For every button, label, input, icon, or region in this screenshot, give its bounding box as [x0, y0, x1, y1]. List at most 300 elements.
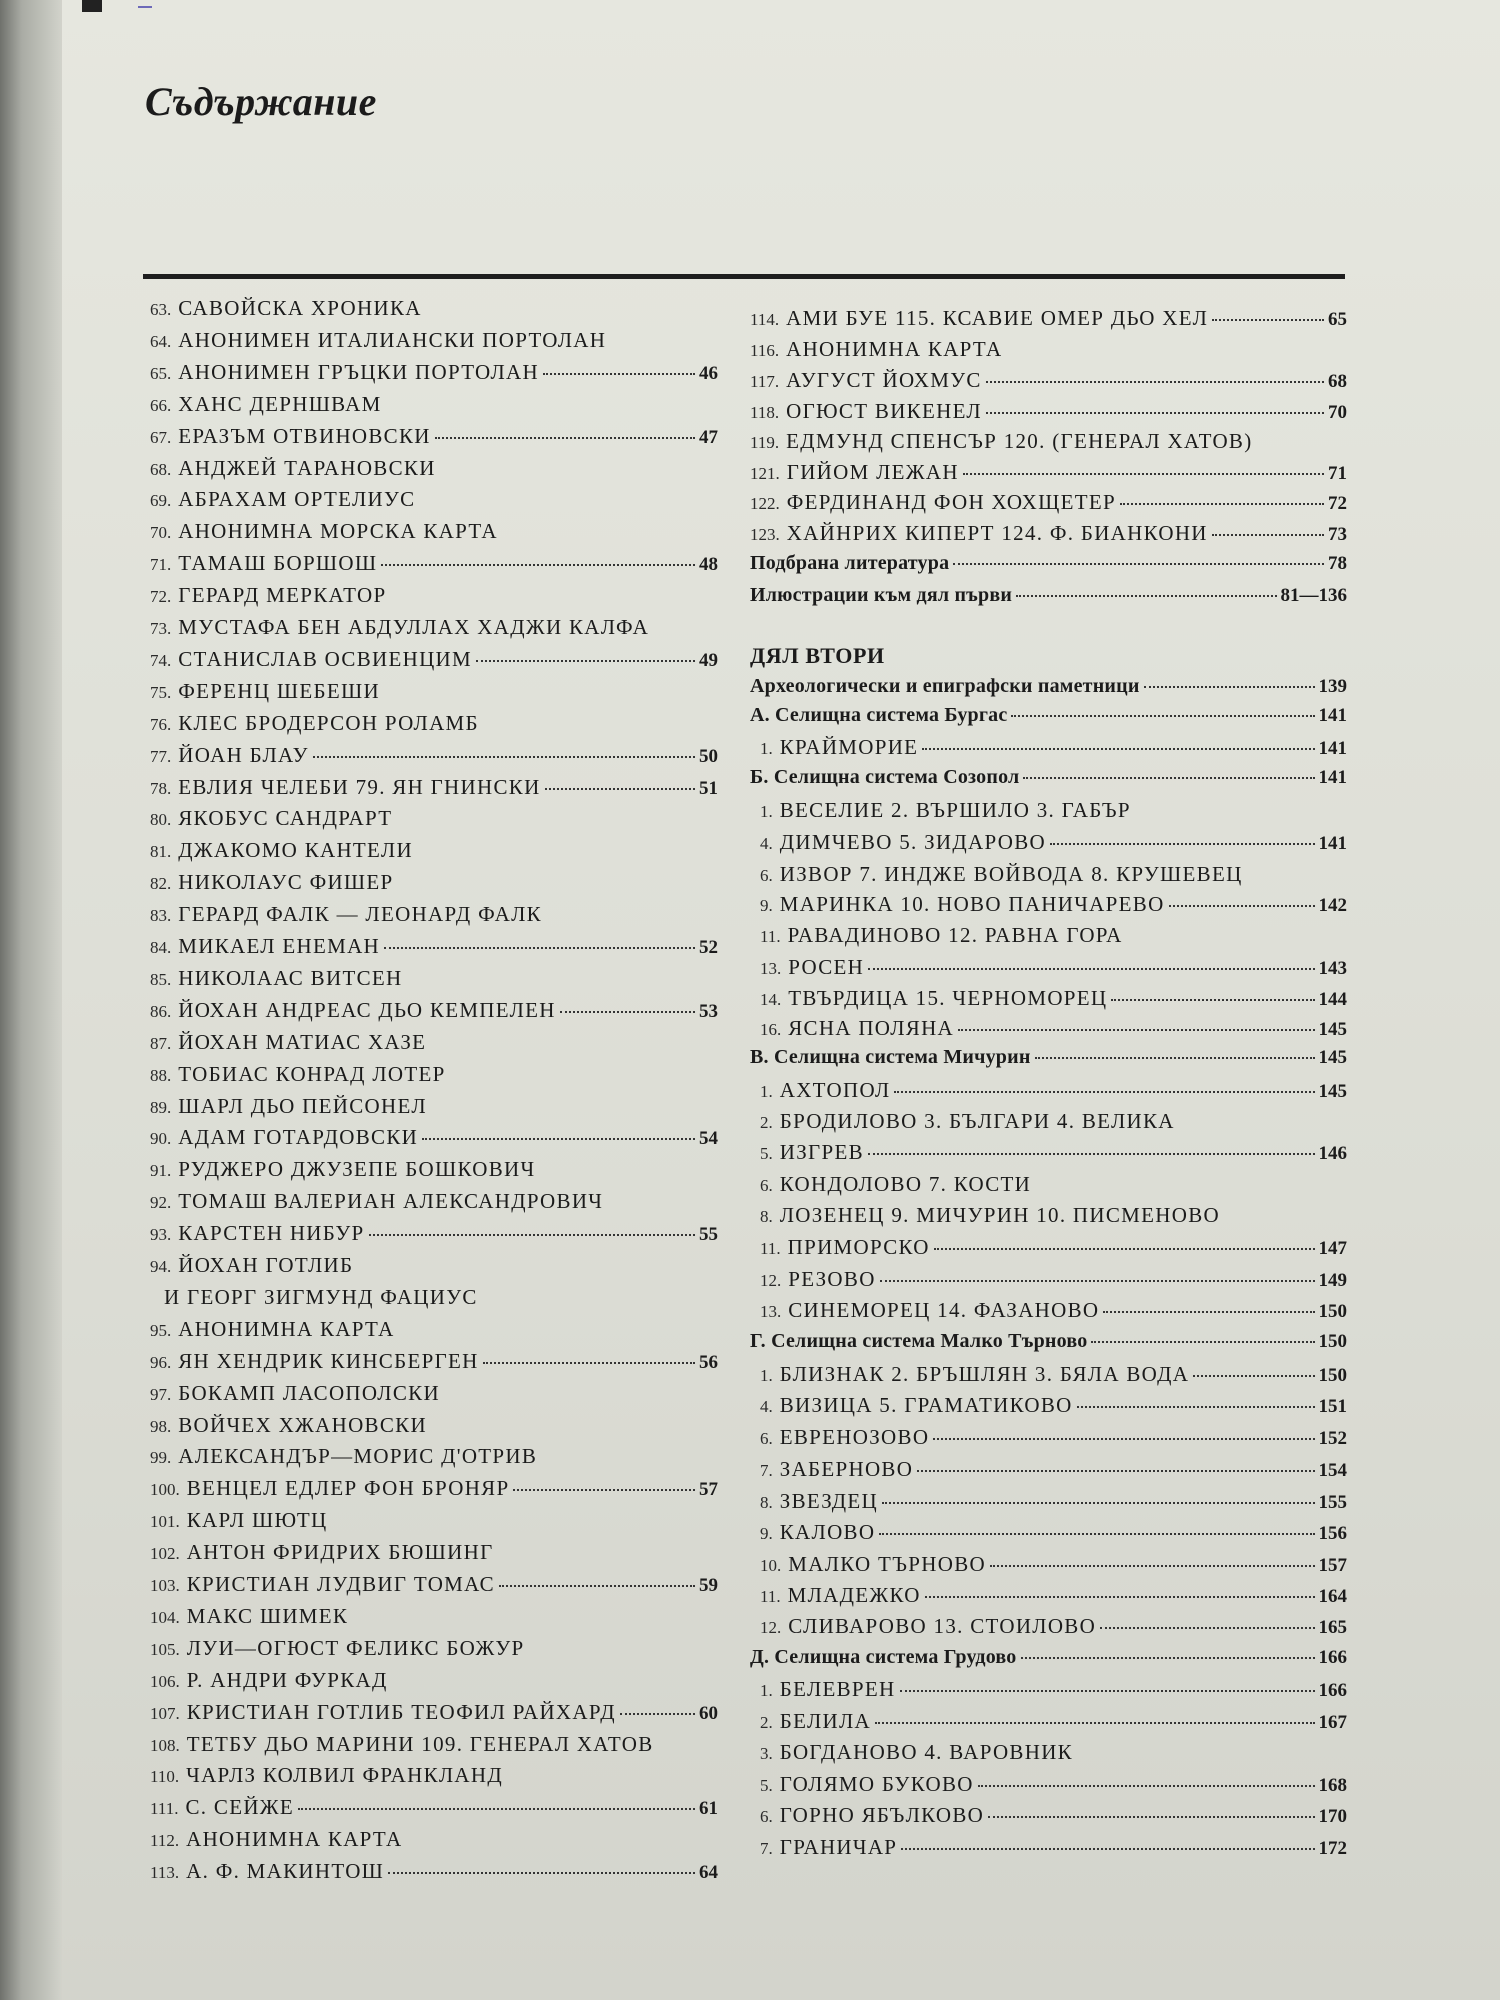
- entry-number: 123.: [750, 525, 780, 544]
- page-number: 53: [699, 1000, 718, 1022]
- toc-entry: [150, 392, 718, 420]
- dot-leader: [875, 1722, 1315, 1724]
- book-spine-shadow: [0, 0, 62, 2000]
- entry-title: ЗВЕЗДЕЦ: [779, 1489, 879, 1513]
- entry-number: 114.: [750, 310, 780, 329]
- entry-number: 96.: [150, 1352, 172, 1372]
- entry-title: ЙОАН БЛАУ: [178, 742, 309, 767]
- entry-number: 6.: [760, 1429, 773, 1448]
- entry-title: ГРАНИЧАР: [779, 1835, 898, 1859]
- toc-entry: [750, 1425, 1347, 1453]
- page-number: 145: [1318, 1047, 1347, 1068]
- entry-title: ФЕРЕНЦ ШЕБЕШИ: [178, 678, 380, 703]
- page-number: 150: [1318, 1365, 1347, 1386]
- entry-number: 7.: [760, 1461, 773, 1480]
- page-number: 54: [699, 1128, 718, 1150]
- dot-leader: [422, 1138, 695, 1140]
- toc-entry: [150, 870, 718, 898]
- toc-entry: [150, 1094, 718, 1122]
- entry-number: 83.: [150, 906, 172, 926]
- page-number: 48: [699, 554, 718, 576]
- page-title: Съдържание: [145, 79, 377, 124]
- toc-entry: [750, 1016, 1347, 1044]
- dot-leader: [894, 1091, 1314, 1093]
- entry-number: 103.: [150, 1576, 180, 1595]
- entry-number: 80.: [150, 810, 172, 830]
- entry-title: АНТОН ФРИДРИХ БЮШИНГ: [186, 1540, 494, 1565]
- page-number: 166: [1318, 1680, 1347, 1701]
- entry-title: ЗАБЕРНОВО: [779, 1457, 914, 1481]
- page-number: 46: [699, 362, 718, 384]
- entry-number: 73.: [150, 619, 172, 638]
- page-number: 150: [1318, 1331, 1347, 1352]
- entry-number: 66.: [150, 395, 172, 415]
- entry-title: ГИЙОМ ЛЕЖАН: [786, 460, 959, 484]
- toc-entry: [150, 1636, 718, 1664]
- toc-entry: [750, 862, 1347, 890]
- entry-title: БОГДАНОВО 4. ВАРОВНИК: [779, 1740, 1073, 1764]
- toc-entry: [150, 1030, 718, 1058]
- entry-number: 4.: [760, 834, 773, 853]
- page-number: 64: [699, 1862, 718, 1884]
- entry-number: 88.: [150, 1065, 172, 1085]
- toc-entry: [150, 902, 718, 930]
- dot-leader: [1111, 999, 1314, 1001]
- toc-entry: [150, 551, 718, 579]
- entry-title: БЛИЗНАК 2. БРЪШЛЯН 3. БЯЛА ВОДА: [779, 1362, 1190, 1386]
- toc-entry: [150, 615, 718, 643]
- entry-title: ВИЗИЦА 5. ГРАМАТИКОВО: [779, 1393, 1073, 1417]
- dot-leader: [1021, 1657, 1315, 1659]
- entry-title: МЛАДЕЖКО: [787, 1583, 921, 1607]
- entry-number: 99.: [150, 1448, 172, 1468]
- toc-entry: [750, 798, 1347, 826]
- toc-entry: [750, 1740, 1347, 1768]
- entry-title: ИЗВОР 7. ИНДЖЕ ВОЙВОДА 8. КРУШЕВЕЦ: [779, 862, 1243, 886]
- toc-entry: [750, 1803, 1347, 1831]
- entry-number: 76.: [150, 714, 172, 734]
- entry-number: 9.: [760, 1524, 773, 1543]
- dot-leader: [543, 373, 695, 375]
- entry-number: 1.: [760, 1681, 773, 1700]
- entry-title: ЯСНА ПОЛЯНА: [788, 1016, 955, 1040]
- dot-leader: [1169, 905, 1315, 907]
- entry-title: ТЕТБУ ДЬО МАРИНИ 109. ГЕНЕРАЛ ХАТОВ: [186, 1731, 654, 1756]
- toc-entry: [150, 647, 718, 675]
- entry-number: 72.: [150, 587, 172, 607]
- dot-leader: [499, 1585, 695, 1587]
- dot-leader: [933, 1438, 1314, 1440]
- toc-entry: [150, 456, 718, 484]
- toc-entry: [150, 679, 718, 707]
- entry-number: 74.: [150, 650, 172, 670]
- toc-entry: [750, 429, 1347, 457]
- toc-entry: [750, 923, 1347, 951]
- toc-entry: [150, 583, 718, 611]
- entry-title: КРИСТИАН ГОТЛИБ ТЕОФИЛ РАЙХАРД: [186, 1699, 616, 1724]
- entry-number: 9.: [760, 896, 773, 915]
- entry-title: ВОЙЧЕХ ХЖАНОВСКИ: [178, 1412, 427, 1437]
- toc-entry: [150, 1317, 718, 1345]
- toc-entry: [750, 1835, 1347, 1863]
- page-number: 147: [1318, 1238, 1347, 1259]
- toc-entry: [150, 1604, 718, 1632]
- dot-leader: [1023, 777, 1314, 779]
- entry-title: А. Селищна система Бургас: [750, 704, 1008, 726]
- entry-number: 100.: [150, 1480, 180, 1500]
- dot-leader: [925, 1596, 1315, 1598]
- toc-entry: [750, 1552, 1347, 1580]
- page-number: 143: [1318, 958, 1347, 979]
- entry-number: 112.: [150, 1831, 180, 1851]
- entry-number: 107.: [150, 1703, 180, 1723]
- toc-entry: [150, 1285, 718, 1313]
- entry-title: ЛУИ—ОГЮСТ ФЕЛИКС БОЖУР: [186, 1635, 525, 1660]
- page-number: 145: [1318, 1081, 1347, 1102]
- toc-entry: [750, 1362, 1347, 1390]
- entry-title: АНОНИМЕН ГРЪЦКИ ПОРТОЛАН: [178, 359, 539, 384]
- entry-title: ВЕНЦЕЛ ЕДЛЕР ФОН БРОНЯР: [186, 1476, 510, 1501]
- entry-number: 10.: [760, 1556, 782, 1575]
- dot-leader: [922, 748, 1314, 750]
- toc-entry: [750, 1583, 1347, 1611]
- entry-number: 12.: [760, 1618, 782, 1637]
- dot-leader: [1091, 1341, 1314, 1343]
- page-number: 144: [1318, 989, 1347, 1010]
- entry-number: 94.: [150, 1257, 172, 1276]
- dot-leader: [963, 473, 1324, 475]
- toc-entry: [150, 1763, 718, 1791]
- entry-title: Г. Селищна система Малко Търново: [750, 1330, 1088, 1352]
- page-number: 68: [1328, 371, 1347, 392]
- entry-number: 91.: [150, 1161, 172, 1181]
- toc-entry: [150, 328, 718, 356]
- dot-leader: [879, 1533, 1314, 1535]
- entry-number: 12.: [760, 1271, 782, 1290]
- toc-entry: [750, 460, 1347, 488]
- toc-entry: [150, 1413, 718, 1441]
- entry-number: 118.: [750, 403, 780, 422]
- entry-number: 13.: [760, 1302, 782, 1321]
- toc-entry: [150, 1508, 718, 1536]
- entry-number: 106.: [150, 1671, 180, 1691]
- dot-leader: [958, 1029, 1314, 1031]
- page-number: 168: [1318, 1775, 1347, 1796]
- toc-entry: [150, 1253, 718, 1281]
- entry-title: СТАНИСЛАВ ОСВИЕНЦИМ: [178, 646, 472, 671]
- entry-number: 81.: [150, 842, 172, 862]
- page-number: 81—136: [1280, 585, 1347, 606]
- dot-leader: [1193, 1375, 1314, 1377]
- toc-entry: [150, 1795, 718, 1823]
- entry-title: БЕЛИЛА: [779, 1709, 871, 1733]
- toc-entry: [150, 1572, 718, 1600]
- dot-leader: [978, 1785, 1315, 1787]
- corner-mark: [82, 0, 152, 12]
- toc-entry: [150, 1221, 718, 1249]
- toc-entry: [150, 1157, 718, 1185]
- toc-entry: [750, 675, 1347, 703]
- toc-entry: [150, 519, 718, 547]
- entry-title: АХТОПОЛ: [779, 1078, 891, 1102]
- entry-title: КРИСТИАН ЛУДВИГ ТОМАС: [186, 1572, 495, 1596]
- entry-number: 14.: [760, 990, 782, 1009]
- entry-number: 121.: [750, 464, 780, 483]
- entry-number: 102.: [150, 1544, 180, 1564]
- dot-leader: [880, 1280, 1315, 1282]
- page-number: 141: [1318, 705, 1347, 726]
- toc-entry: [150, 360, 718, 388]
- entry-number: 75.: [150, 682, 172, 702]
- corner-pen-mark: [138, 0, 152, 8]
- toc-entry: [750, 1203, 1347, 1231]
- toc-entry: [150, 1827, 718, 1855]
- entry-title: ЕРАЗЪМ ОТВИНОВСКИ: [178, 423, 431, 448]
- entry-title: ВЕСЕЛИЕ 2. ВЪРШИЛО 3. ГАБЪР: [779, 798, 1131, 822]
- entry-title: БОКАМП ЛАСОПОЛСКИ: [178, 1380, 440, 1405]
- entry-title: НИКОЛАУС ФИШЕР: [178, 870, 394, 895]
- entry-title: ЕДМУНД СПЕНСЪР 120. (ГЕНЕРАЛ ХАТОВ): [786, 429, 1253, 453]
- entry-number: 122.: [750, 494, 780, 513]
- page-number: 170: [1318, 1806, 1347, 1827]
- toc-entry: [150, 1700, 718, 1728]
- entry-title: АМИ БУЕ 115. КСАВИЕ ОМЕР ДЬО ХЕЛ: [786, 306, 1209, 330]
- toc-entry: [750, 1520, 1347, 1548]
- entry-number: 116.: [750, 341, 780, 360]
- dot-leader: [384, 947, 695, 949]
- dot-leader: [1011, 715, 1314, 717]
- entry-number: 84.: [150, 938, 172, 957]
- page-number: 165: [1318, 1617, 1347, 1638]
- entry-number: 65.: [150, 363, 172, 383]
- entry-number: 6.: [760, 866, 773, 885]
- entry-title: И ГЕОРГ ЗИГМУНД ФАЦИУС: [164, 1284, 478, 1309]
- entry-title: АДАМ ГОТАРДОВСКИ: [178, 1125, 419, 1150]
- page-number: 145: [1318, 1019, 1347, 1040]
- entry-title: ЙОХАН ГОТЛИБ: [178, 1253, 354, 1277]
- entry-title: ТОМАШ ВАЛЕРИАН АЛЕКСАНДРОВИЧ: [178, 1189, 604, 1214]
- entry-number: 117.: [750, 372, 780, 391]
- entry-title: КОНДОЛОВО 7. КОСТИ: [779, 1172, 1032, 1196]
- dot-leader: [620, 1713, 695, 1715]
- dot-leader: [934, 1248, 1315, 1250]
- entry-title: Подбрана литература: [750, 552, 950, 574]
- toc-entry: [150, 1125, 718, 1153]
- page-number: 141: [1318, 767, 1347, 788]
- title-rule: [143, 274, 1345, 279]
- entry-number: 1.: [760, 1366, 773, 1385]
- dot-leader: [986, 381, 1324, 383]
- toc-entry: [150, 1381, 718, 1409]
- dot-leader: [882, 1502, 1314, 1504]
- dot-leader: [483, 1362, 695, 1364]
- entry-number: 1.: [760, 1082, 773, 1101]
- entry-title: БРОДИЛОВО 3. БЪЛГАРИ 4. ВЕЛИКА: [779, 1109, 1175, 1133]
- toc-entry: [150, 1732, 718, 1760]
- entry-number: 93.: [150, 1225, 172, 1245]
- entry-number: 1.: [760, 739, 773, 758]
- toc-entry: [150, 838, 718, 866]
- entry-number: 108.: [150, 1735, 180, 1755]
- toc-entry: [750, 1677, 1347, 1705]
- entry-title: ОГЮСТ ВИКЕНЕЛ: [786, 399, 982, 423]
- toc-entry: [750, 1614, 1347, 1642]
- entry-title: КАРЛ ШЮТЦ: [186, 1508, 328, 1533]
- dot-leader: [988, 1816, 1314, 1818]
- toc-entry: [750, 306, 1347, 334]
- toc-entry: [150, 1476, 718, 1504]
- toc-entry: [150, 1540, 718, 1568]
- entry-title: СЛИВАРОВО 13. СТОИЛОВО: [788, 1614, 1097, 1638]
- entry-number: 2.: [760, 1713, 773, 1732]
- entry-title: Б. Селищна система Созопол: [750, 766, 1020, 788]
- page-number: 49: [699, 649, 718, 671]
- toc-entry: [750, 986, 1347, 1014]
- page-number: 61: [699, 1798, 718, 1820]
- dot-leader: [1016, 595, 1276, 597]
- entry-title: ЯН ХЕНДРИК КИНСБЕРГЕН: [178, 1348, 479, 1373]
- dot-leader: [1100, 1627, 1314, 1629]
- entry-number: 11.: [760, 1239, 781, 1258]
- entry-number: 69.: [150, 491, 172, 511]
- page-number: 52: [699, 937, 718, 958]
- page-number: 139: [1318, 676, 1347, 697]
- page-number: 146: [1318, 1143, 1347, 1164]
- toc-entry: [150, 998, 718, 1026]
- entry-number: 63.: [150, 300, 172, 319]
- dot-leader: [313, 756, 695, 758]
- dot-leader: [1212, 534, 1324, 536]
- toc-entry: [750, 1267, 1347, 1295]
- page-number: 172: [1318, 1838, 1347, 1859]
- toc-entry: [150, 1668, 718, 1696]
- dot-leader: [990, 1565, 1315, 1567]
- entry-number: 87.: [150, 1033, 172, 1053]
- dot-leader: [1103, 1311, 1314, 1313]
- entry-number: 64.: [150, 331, 172, 351]
- toc-entry: [150, 966, 718, 994]
- entry-title: АУГУСТ ЙОХМУС: [786, 368, 982, 392]
- dot-leader: [1050, 843, 1315, 845]
- entry-title: ХАЙНРИХ КИПЕРТ 124. Ф. БИАНКОНИ: [786, 521, 1208, 545]
- toc-entry: [750, 584, 1347, 612]
- entry-title: НИКОЛААС ВИТСЕН: [178, 965, 403, 990]
- dot-leader: [435, 437, 695, 439]
- toc-entry: [750, 1457, 1347, 1485]
- toc-entry: [150, 711, 718, 739]
- page-number: 141: [1318, 833, 1347, 854]
- entry-title: ЙОХАН МАТИАС ХАЗЕ: [178, 1029, 427, 1054]
- dot-leader: [1035, 1057, 1315, 1059]
- page-number: 157: [1318, 1555, 1347, 1576]
- page-number: 56: [699, 1351, 718, 1373]
- dot-leader: [388, 1872, 695, 1874]
- entry-title: РОСЕН: [788, 955, 865, 979]
- toc-entry: [750, 1646, 1347, 1674]
- entry-number: 90.: [150, 1129, 172, 1149]
- entry-title: ГОЛЯМО БУКОВО: [779, 1772, 974, 1796]
- entry-number: 110.: [150, 1767, 180, 1787]
- entry-number: 7.: [760, 1839, 773, 1858]
- entry-number: 4.: [760, 1397, 773, 1416]
- dot-leader: [476, 660, 695, 662]
- toc-entry: [150, 424, 718, 452]
- entry-title: ГЕРАРД ФАЛК — ЛЕОНАРД ФАЛК: [178, 902, 542, 927]
- page-number: 154: [1318, 1460, 1347, 1481]
- page-number: 50: [699, 745, 718, 767]
- toc-entry: [750, 490, 1347, 518]
- toc-entry: [750, 368, 1347, 396]
- toc-entry: [750, 1109, 1347, 1137]
- section-heading: ДЯЛ ВТОРИ: [750, 643, 885, 668]
- dot-leader: [901, 1848, 1314, 1850]
- entry-title: БЕЛЕВРЕН: [779, 1677, 896, 1701]
- entry-title: МАЛКО ТЪРНОВО: [788, 1552, 986, 1576]
- entry-title: АНОНИМНА КАРТА: [186, 1827, 403, 1852]
- dot-leader: [1120, 503, 1324, 505]
- page-number: 70: [1328, 402, 1347, 423]
- toc-entry: [750, 766, 1347, 794]
- entry-title: ТАМАШ БОРШОШ: [178, 551, 378, 576]
- entry-title: ФЕРДИНАНД ФОН ХОХЩЕТЕР: [786, 490, 1116, 514]
- entry-number: 105.: [150, 1639, 180, 1659]
- entry-number: 95.: [150, 1320, 172, 1340]
- entry-title: ТОБИАС КОНРАД ЛОТЕР: [178, 1061, 446, 1086]
- page-number: 55: [699, 1224, 718, 1246]
- toc-entry: [750, 1046, 1347, 1074]
- toc-entry: [150, 1349, 718, 1377]
- entry-title: МАКС ШИМЕК: [186, 1603, 349, 1628]
- entry-number: 8.: [760, 1493, 773, 1512]
- entry-title: ЕВРЕНОЗОВО: [779, 1425, 930, 1449]
- entry-title: ПРИМОРСКО: [787, 1235, 930, 1259]
- dot-leader: [917, 1470, 1314, 1472]
- toc-entry: [750, 1709, 1347, 1737]
- entry-number: 98.: [150, 1416, 172, 1436]
- entry-title: В. Селищна система Мичурин: [750, 1046, 1031, 1068]
- entry-title: СИНЕМОРЕЦ 14. ФАЗАНОВО: [788, 1298, 1100, 1322]
- entry-number: 113.: [150, 1863, 180, 1883]
- toc-entry: [750, 735, 1347, 763]
- entry-title: А. Ф. МАКИНТОШ: [186, 1859, 385, 1884]
- toc-entry: [750, 704, 1347, 732]
- page-number: 166: [1318, 1647, 1347, 1668]
- dot-leader: [1212, 319, 1324, 321]
- toc-entry: [150, 743, 718, 771]
- entry-number: 8.: [760, 1207, 773, 1226]
- dot-leader: [298, 1808, 695, 1810]
- entry-title: ТВЪРДИЦА 15. ЧЕРНОМОРЕЦ: [788, 986, 1108, 1010]
- page-number: 164: [1318, 1586, 1347, 1607]
- dot-leader: [513, 1489, 695, 1491]
- toc-entry: [150, 775, 718, 803]
- toc-entry: [750, 955, 1347, 983]
- entry-number: 78.: [150, 778, 172, 798]
- entry-title: ЛОЗЕНЕЦ 9. МИЧУРИН 10. ПИСМЕНОВО: [779, 1203, 1220, 1227]
- entry-number: 67.: [150, 427, 172, 447]
- entry-number: 77.: [150, 746, 172, 766]
- entry-title: РАВАДИНОВО 12. РАВНА ГОРА: [787, 923, 1123, 947]
- toc-entry: [150, 1859, 718, 1887]
- dot-leader: [545, 788, 695, 790]
- toc-entry: [150, 1062, 718, 1090]
- toc-entry: [750, 1298, 1347, 1326]
- page-number: 152: [1318, 1428, 1347, 1449]
- page-number: 149: [1318, 1270, 1347, 1291]
- toc-entry: [750, 337, 1347, 365]
- page-number: 59: [699, 1575, 718, 1596]
- toc-entry: [750, 1330, 1347, 1358]
